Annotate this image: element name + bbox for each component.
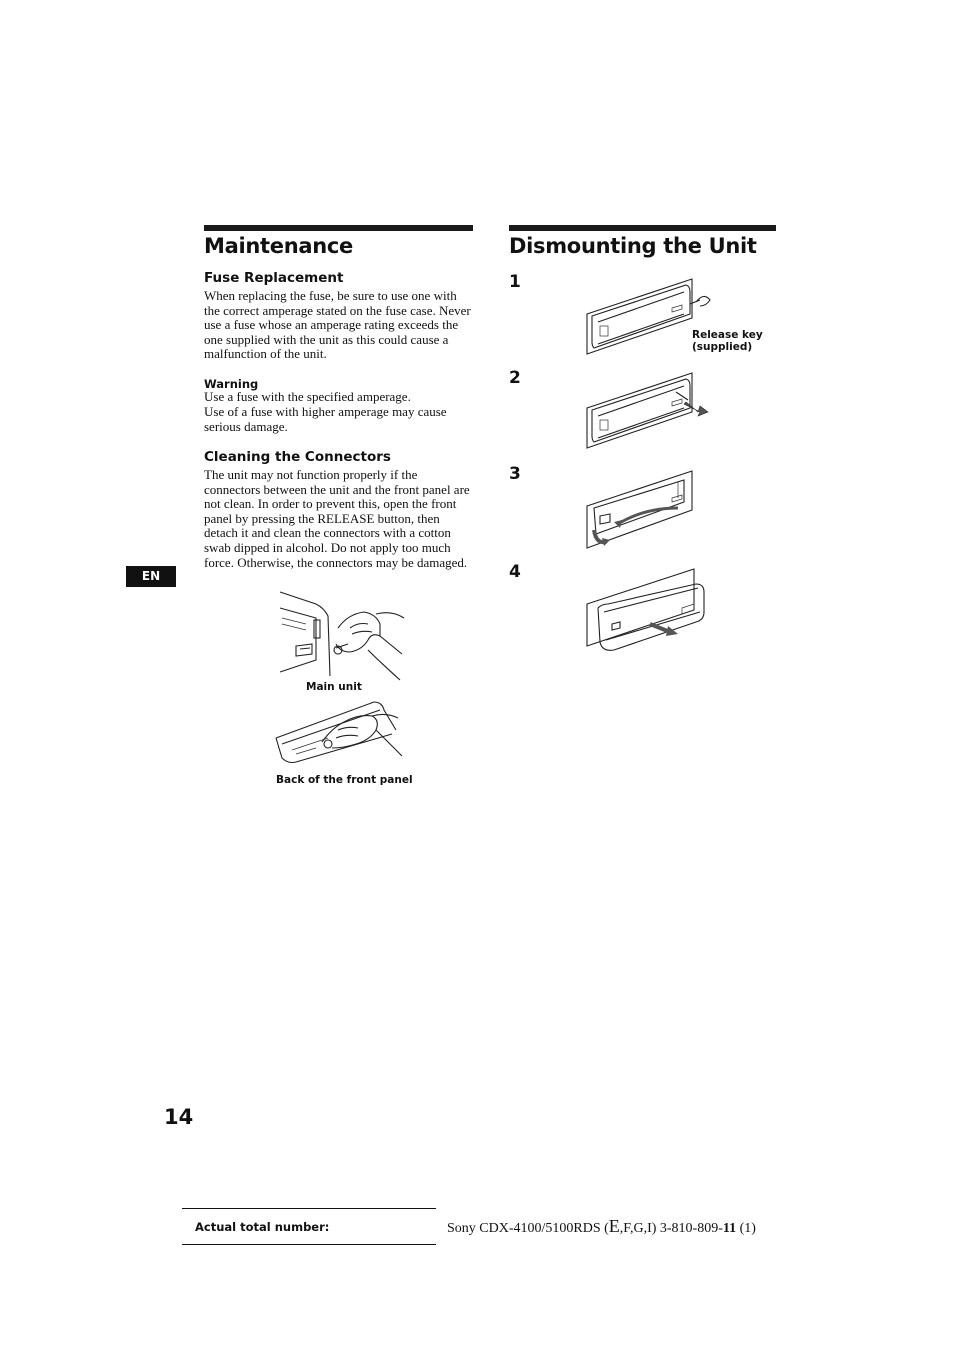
footer-model-bold: 11 xyxy=(722,1221,737,1236)
step-4-illustration xyxy=(584,566,708,654)
fuse-heading: Fuse Replacement xyxy=(204,270,344,286)
dismounting-top-rule xyxy=(509,225,776,231)
main-unit-cleaning-illustration xyxy=(276,588,408,683)
dismounting-title: Dismounting the Unit xyxy=(509,234,757,258)
front-panel-cleaning-illustration xyxy=(272,700,408,772)
cleaning-heading: Cleaning the Connectors xyxy=(204,449,391,465)
footer-rule-bottom xyxy=(182,1244,436,1245)
step-number-1: 1 xyxy=(509,272,521,292)
footer-rule-top xyxy=(182,1208,436,1209)
footer-model-suffix: (1) xyxy=(736,1221,756,1236)
fuse-text: When replacing the fuse, be sure to use one with the correct amperage stated on the fuse case. Never use a fuse whose an amperage rating exceeds the one supplied with the unit as this could cause a malfunction of the unit. xyxy=(204,288,471,362)
step-number-2: 2 xyxy=(509,368,521,388)
cleaning-text: The unit may not function properly if the connectors between the unit and the front panel are not clean. In order to prevent this, open the front panel by pressing the RELEASE button, then detach it and clean the connectors with a cotton swab dipped in alcohol. Do not apply too much force. Otherwise, the connectors may be damaged. xyxy=(204,467,470,570)
step-3-illustration xyxy=(584,468,696,552)
step-number-3: 3 xyxy=(509,464,521,484)
warning-heading: Warning xyxy=(204,377,259,391)
footer-model-e: E xyxy=(608,1216,620,1236)
release-key-label-1: Release key xyxy=(692,329,763,341)
warning-line-2: Use of a fuse with higher amperage may cause serious damage. xyxy=(204,404,447,434)
caption-main-unit: Main unit xyxy=(306,681,362,693)
step-2-illustration xyxy=(586,372,710,452)
footer-actual-total: Actual total number: xyxy=(195,1220,330,1234)
warning-line-1: Use a fuse with the specified amperage. xyxy=(204,389,411,404)
maintenance-title: Maintenance xyxy=(204,234,353,258)
caption-front-panel: Back of the front panel xyxy=(276,774,413,786)
step-number-4: 4 xyxy=(509,562,521,582)
page-number: 14 xyxy=(164,1105,194,1129)
footer-model-langs: ,F,G,I) 3-810-809- xyxy=(619,1221,723,1236)
language-tab: EN xyxy=(126,566,176,587)
maintenance-top-rule xyxy=(204,225,473,231)
footer-model-code xyxy=(447,1216,756,1237)
footer-model-prefix: Sony CDX-4100/5100RDS ( xyxy=(447,1221,609,1236)
release-key-label-2: (supplied) xyxy=(692,341,753,353)
